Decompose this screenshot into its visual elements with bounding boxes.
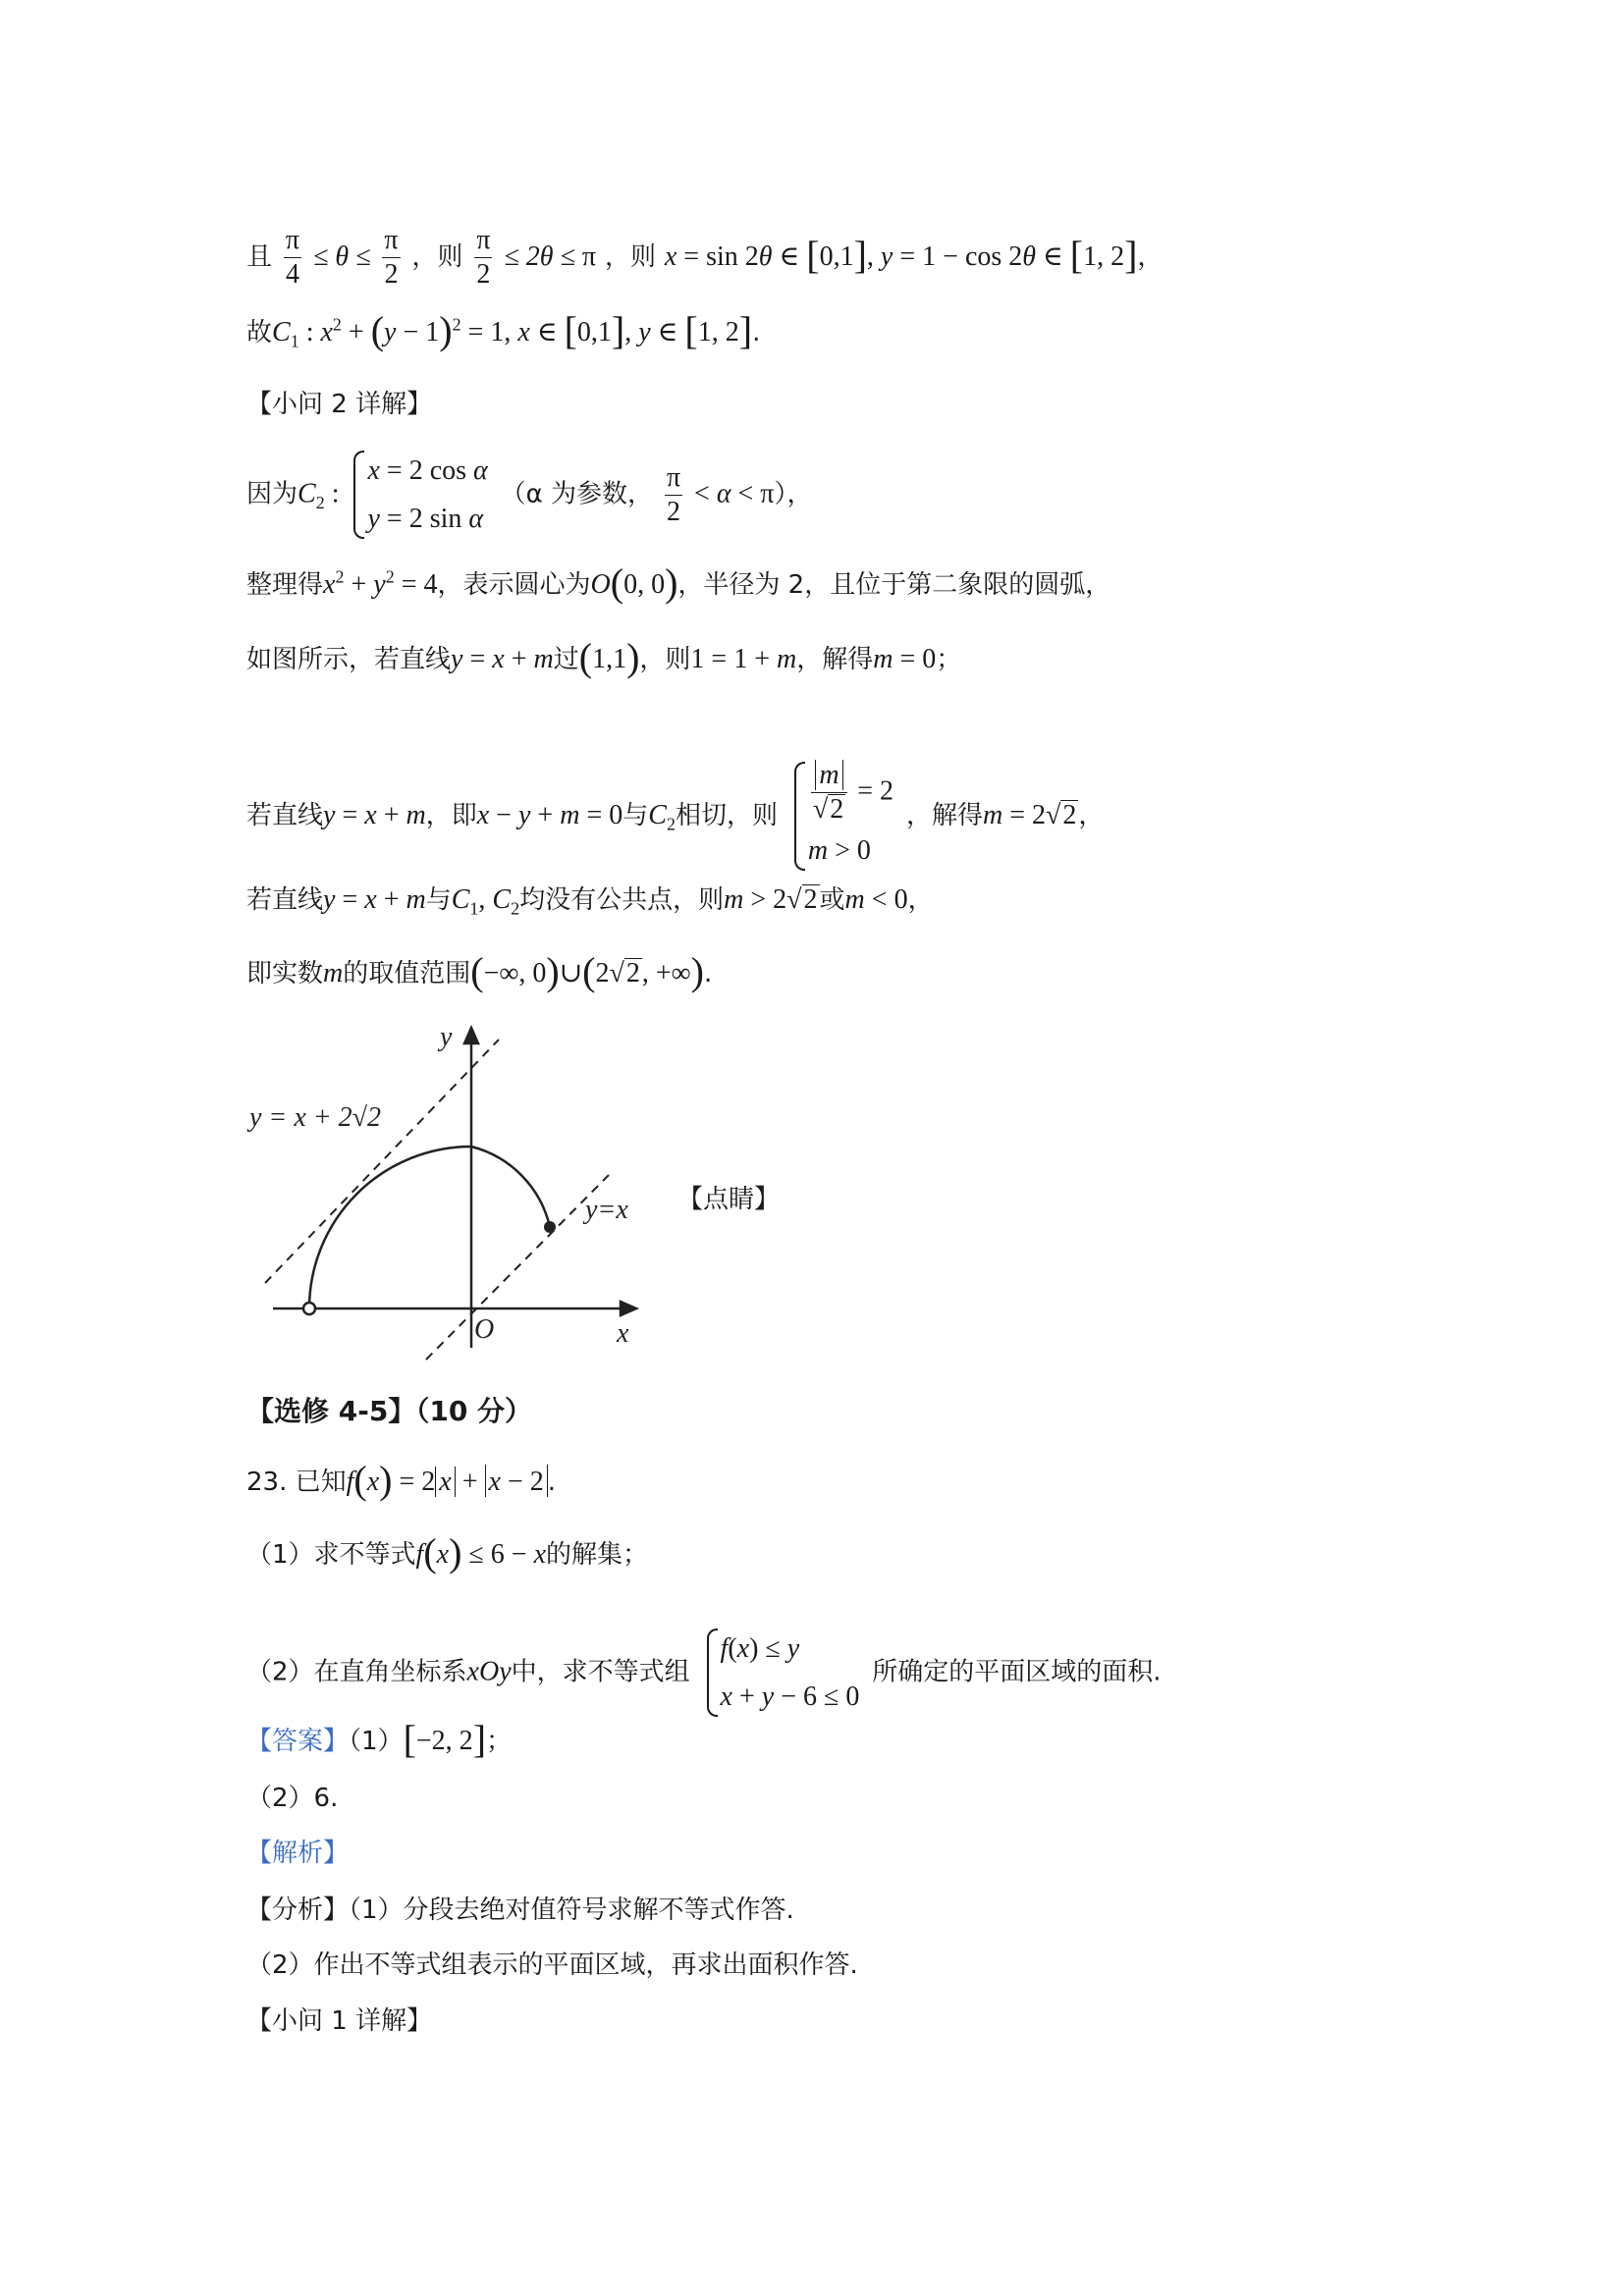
- closed-endpoint: [544, 1221, 556, 1233]
- heading-subquestion-2: 【小问 2 详解】: [246, 390, 433, 419]
- line-c1-equation: 故$C_1$ : $x^2 + (y - 1)^2 = 1$, x ∈ [0,1], y ∈ [1, 2].: [246, 308, 761, 352]
- question-23-part2: （2）在直角坐标系xOy中，求不等式组 f(x) ≤ y x + y − 6 ≤ 0 所确定的平面区域的面积.: [246, 1625, 1162, 1721]
- line-through-point: 如图所示，若直线y = x + m过(1,1)，则1 = 1 + m，解得m = 0；: [246, 635, 962, 679]
- line-range-result: 即实数m的取值范围(−∞, 0)∪(2√2, +∞).: [246, 949, 713, 993]
- x-axis-arrow: [621, 1302, 636, 1315]
- line-y-eq-x-label: y=x: [585, 1195, 628, 1225]
- section-heading: 【选修 4-5】（10 分）: [246, 1395, 533, 1427]
- x-axis-label: x: [617, 1318, 629, 1349]
- y-axis-arrow: [464, 1028, 478, 1043]
- tangent-line-label: y = x + 2√2: [249, 1102, 382, 1133]
- question-23-part1: （1）求不等式f(x) ≤ 6 − x的解集；: [246, 1530, 649, 1575]
- jiexi-heading: 【解析】: [246, 1839, 350, 1868]
- y-axis-label: y: [440, 1022, 453, 1052]
- line-y-eq-x: [426, 1175, 609, 1360]
- fenxi-line-2: （2）作出不等式组表示的平面区域，再求出面积作答.: [246, 1950, 858, 1980]
- tangent-line: [265, 1040, 499, 1283]
- line-no-common-point: 若直线y = x + m与$C_1$, $C_2$均没有公共点，则m > 2√2或m < 0，: [246, 884, 934, 919]
- arc-figure: [244, 1016, 656, 1369]
- line-circle: 整理得$x^2 + y^2 = 4$，表示圆心为O(0, 0)，半径为 2，且位于第二象限的圆弧，: [246, 561, 1111, 605]
- answer-part2: （2）6.: [246, 1784, 339, 1813]
- line-theta-range: 且 $\frac{\pi}{4}$ ≤ θ ≤ $\frac{\pi}{2}$ ，则 $\frac{\pi}{2}$ ≤ 2θ ≤ π ，则 x = sin 2θ ∈ [0,1], y = 1 − cos 2θ ∈ [1, 2]，: [246, 225, 1164, 290]
- heading-dianjing: 【点睛】: [677, 1185, 781, 1214]
- answer-line: 【答案】（1）[−2, 2]；: [246, 1717, 513, 1761]
- line-c2-param: 因为$C_2$ : x = 2 cos α y = 2 sin α （α 为参数， $\frac{\pi}{2}$ < α < π），: [246, 447, 812, 543]
- arc-c2-c1: [309, 1147, 550, 1308]
- question-23: 23. 已知f(x) = 2 x + x − 2 .: [246, 1458, 557, 1502]
- heading-subquestion-1: 【小问 1 详解】: [246, 2006, 433, 2036]
- open-endpoint: [303, 1303, 315, 1314]
- line-tangent: 若直线y = x + m，即x − y + m = 0与$C_2$相切，则 $\frac{m}{√2}$ = 2 m > 0 ，解得m = 2√2，: [246, 758, 1104, 875]
- fenxi-line: 【分析】（1）分段去绝对值符号求解不等式作答.: [246, 1896, 794, 1925]
- origin-label: O: [474, 1314, 495, 1345]
